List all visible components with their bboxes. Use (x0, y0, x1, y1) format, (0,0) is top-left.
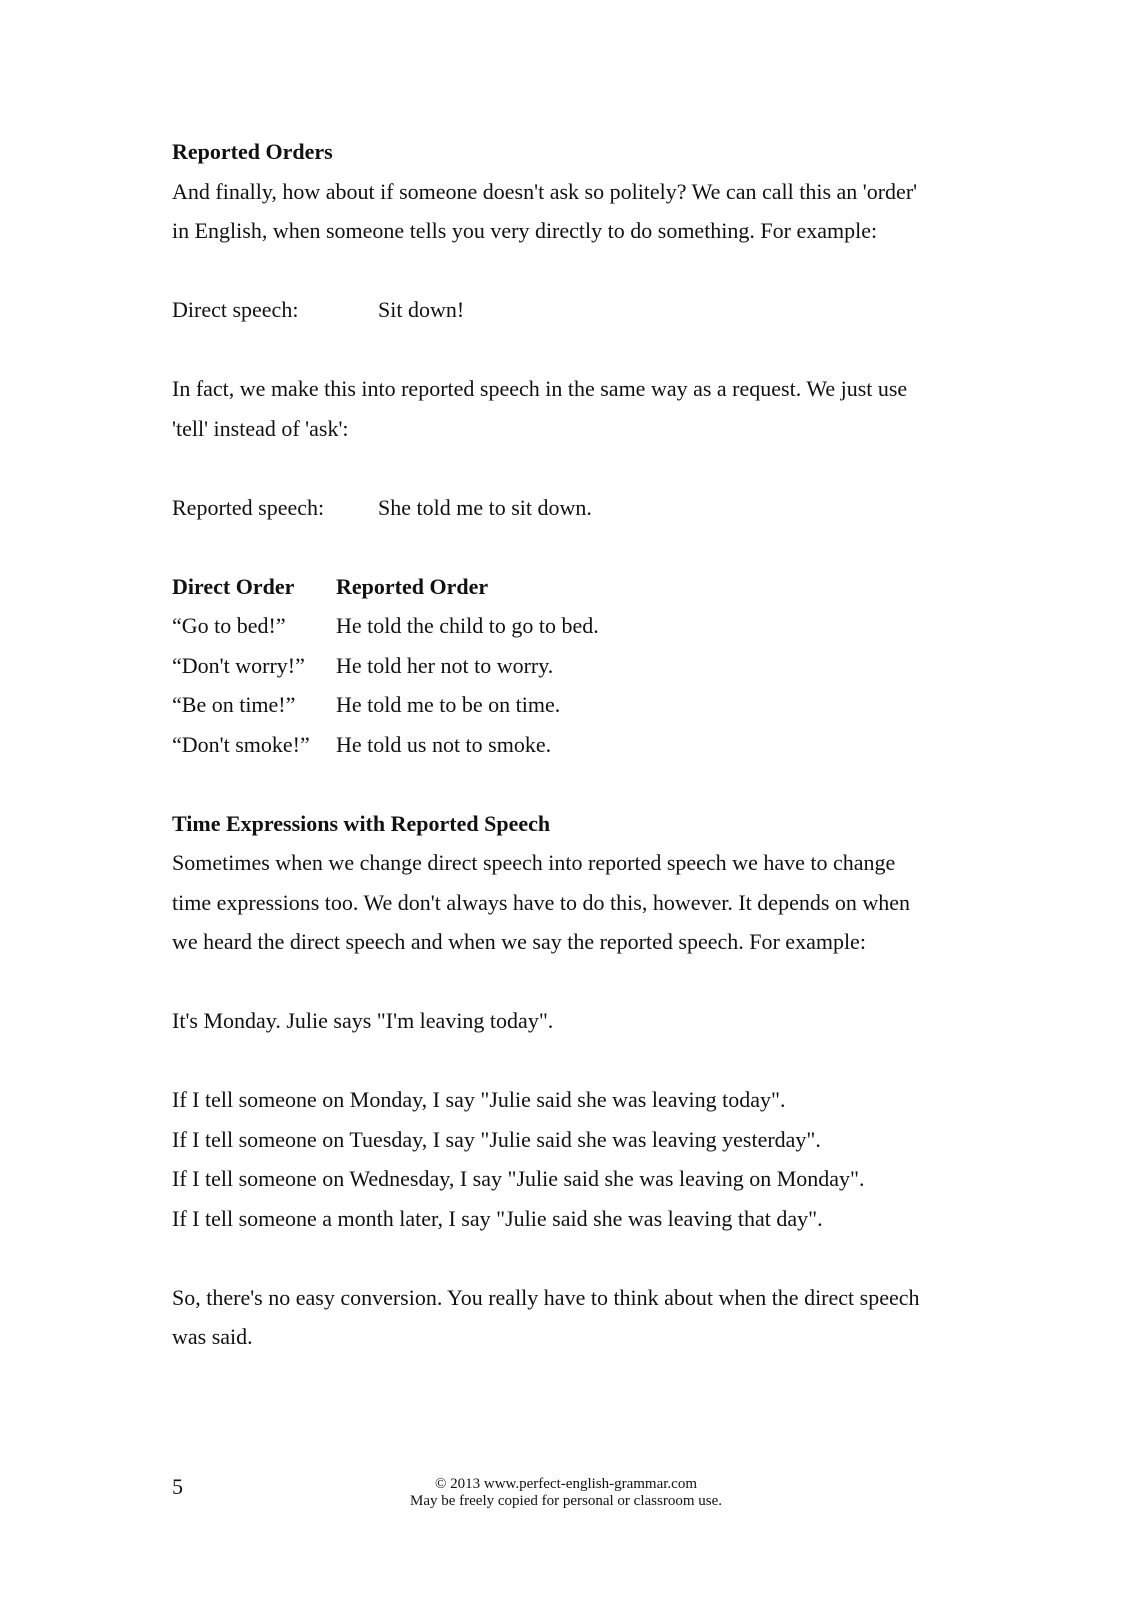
footer (0, 1476, 1132, 1510)
direct-speech-label: Direct speech: (172, 297, 299, 322)
example-sentence: It's Monday. Julie says "I'm leaving today". (172, 1008, 554, 1033)
paragraph-line: So, there's no easy conversion. You really have to think about when the direct speech (172, 1284, 920, 1310)
section-title-reported-orders: Reported Orders (172, 139, 333, 164)
paragraph-line: Sometimes when we change direct speech into reported speech we have to change (172, 850, 896, 875)
reported-order-cell: He told us not to smoke. (336, 731, 552, 757)
table-row (172, 646, 972, 686)
direct-speech-value: Sit down! (378, 297, 465, 322)
section-title-time-expressions: Time Expressions with Reported Speech (172, 810, 551, 836)
orders-table (172, 567, 972, 765)
reported-order-cell: He told the child to go to bed. (336, 613, 599, 638)
column-header-reported-order: Reported Order (336, 573, 489, 599)
reported-order-cell: He told me to be on time. (336, 692, 561, 717)
case-line: If I tell someone on Tuesday, I say "Julie said she was leaving yesterday". (172, 1126, 821, 1152)
direct-order-cell: “Don't smoke!” (172, 731, 310, 757)
paragraph-line: 'tell' instead of 'ask': (172, 415, 349, 441)
copyright-line: © 2013 www.perfect-english-grammar.com (434, 1476, 697, 1492)
page-number: 5 (172, 1474, 183, 1499)
paragraph-line: we heard the direct speech and when we say the reported speech. For example: (172, 929, 866, 954)
paragraph-line: In fact, we make this into reported speech in the same way as a request. We just use (172, 376, 908, 401)
paragraph-line: And finally, how about if someone doesn't ask so politely? We can call this an 'order' (172, 178, 918, 204)
case-line: If I tell someone a month later, I say "Julie said she was leaving that day". (172, 1205, 823, 1231)
paragraph-line: was said. (172, 1324, 253, 1349)
page-content (172, 132, 972, 1357)
column-header-direct-order: Direct Order (172, 573, 295, 599)
direct-order-cell: “Be on time!” (172, 692, 296, 717)
paragraph-line: time expressions too. We don't always have to do this, however. It depends on when (172, 889, 911, 915)
table-row (172, 685, 972, 725)
table-row (172, 606, 972, 646)
paragraph-line: in English, when someone tells you very directly to do something. For example: (172, 218, 878, 243)
reported-speech-value: She told me to sit down. (378, 494, 592, 520)
license-line: May be freely copied for personal or classroom use. (410, 1493, 722, 1509)
direct-order-cell: “Go to bed!” (172, 613, 286, 638)
table-row (172, 725, 972, 765)
reported-speech-label: Reported speech: (172, 494, 325, 520)
direct-speech-example (172, 290, 972, 330)
reported-order-cell: He told her not to worry. (336, 652, 554, 678)
orders-table-header (172, 567, 972, 607)
reported-speech-example (172, 488, 972, 528)
direct-order-cell: “Don't worry!” (172, 652, 305, 678)
case-line: If I tell someone on Monday, I say "Julie said she was leaving today". (172, 1087, 786, 1112)
case-line: If I tell someone on Wednesday, I say "Julie said she was leaving on Monday". (172, 1166, 865, 1191)
